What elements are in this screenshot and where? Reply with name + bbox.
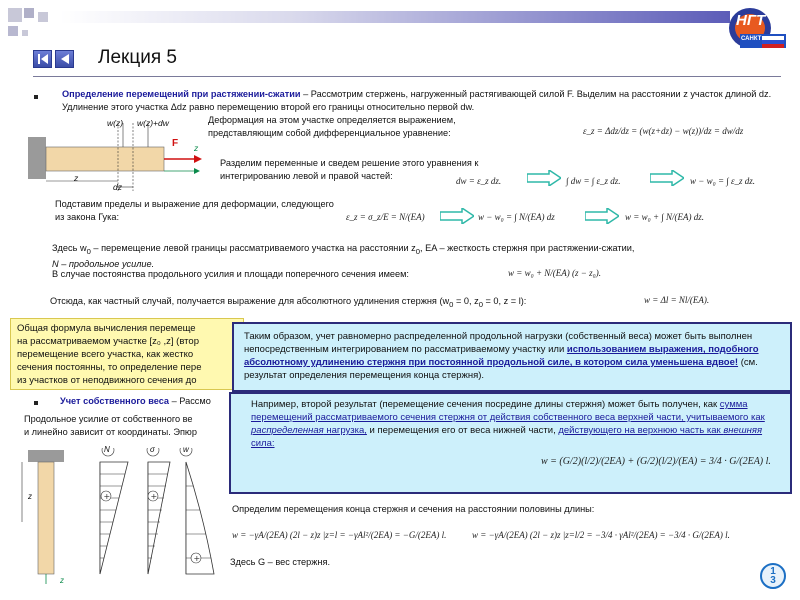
label-z-column-axis: z [60, 576, 64, 585]
blue-box2-text-a: Например, второй результат (перемещение сечения посредине длины стержня) может быть получен, как [251, 399, 720, 410]
decor-square [22, 30, 28, 36]
text-separate: Разделим переменные и сведем решение этого уравнения к интегрированию левой и правой частей: [220, 158, 479, 181]
blue-box2-underline-1b: распределенная [251, 425, 324, 436]
section2-heading-line [60, 395, 240, 408]
eq-integral-result: w − w₀ = ∫ ε_z dz. [690, 176, 756, 186]
decor-square [24, 8, 34, 18]
decor-square [8, 8, 22, 22]
eq-w-final: w = w₀ + ∫ N/(EA) dz. [625, 212, 704, 222]
teal-arrow [650, 170, 684, 186]
text-hence-2: = 0, z [453, 296, 479, 306]
page-number-badge [760, 563, 786, 589]
label-z-column: z [28, 492, 32, 501]
eq-w-integral: w − w₀ = ∫ N/(EA) dz [478, 212, 555, 222]
logo-text-bottom: САНКТ [741, 36, 762, 42]
diagram-label-w: w [183, 445, 189, 454]
blue-note-box-2 [229, 392, 792, 494]
eq-mid-displacement: w = −γA/(2EA) (2l − z)z |z=l/2 = −3/4 · γAl²/(2EA) = −3/4 · G/(2EA) l. [472, 530, 730, 540]
yellow-line-3: перемещение всего участка, как жестко [17, 349, 194, 360]
blue-note-box-1 [232, 322, 792, 392]
diagram-label-sigma: σ [150, 445, 155, 454]
blue-box2-underline-1c: нагрузка, [323, 425, 367, 436]
svg-text:+: + [150, 492, 158, 501]
section2-line2-text: и линейно зависит от координаты. Эпюр [24, 427, 197, 437]
blue-box2-text-b: и перемещения его от веса нижней части, [366, 425, 559, 436]
label-wzdw: w(z)+dw [137, 118, 169, 128]
text-here-1: Здесь w [52, 243, 87, 253]
text-hence: Отсюда, как частный случай, получается выражение для абсолютного удлинения стержня ($w_0 = 0$, $z_0 = 0$, z = l): [50, 296, 527, 309]
section2-heading-tail: – Рассмо [169, 396, 211, 406]
eq-delta-l: w = Δl = Nl/(EA). [644, 295, 710, 305]
label-z: z [74, 173, 79, 183]
skip-back-icon [37, 54, 49, 64]
decor-square [8, 26, 18, 36]
text-hence-3: = 0, z = l): [482, 296, 527, 306]
eq-integral: ∫ dw = ∫ ε_z dz. [566, 176, 621, 186]
blue-box1-text-b: (см. результат определения перемещения конца стержня). [244, 357, 758, 381]
text-define-positions: Определим перемещения конца стержня и сечения на расстоянии половины длины: [232, 504, 595, 514]
svg-text:+: + [193, 554, 201, 563]
blue-box2-underline-2c: сила: [251, 438, 275, 449]
label-force-F: F [172, 138, 179, 149]
blue-box1-highlight: использованием выражения, подобного абсолютному удлинению стержня при постоянной продольной силе, в котором сила уменьшена вдвое! [244, 344, 759, 368]
label-z-axis: z [194, 143, 199, 153]
bullet [34, 401, 38, 405]
label-wz: w(z) [107, 118, 124, 128]
blue-box1-text [244, 330, 780, 382]
blue-box2-underline-1: сумма перемещений рассматриваемого сечения стержня от действия собственного веса верхней части, учитываемого как [251, 399, 765, 423]
svg-text:+: + [103, 492, 111, 501]
weight-diagram-figure [8, 448, 228, 588]
yellow-line-1: Общая формула вычисления перемеще [17, 323, 196, 334]
university-logo [728, 6, 786, 50]
title-divider [33, 76, 781, 77]
slide-title: Лекция 5 [98, 47, 177, 68]
section2-heading: Учет собственного веса [60, 396, 170, 406]
text-limits: Подставим пределы и выражение для деформации, следующего из закона Гука: [55, 199, 334, 222]
text-here-2: – перемещение левой границы рассматриваемого участка на расстоянии z [90, 243, 416, 253]
yellow-line-4: сечения постоянны, то определение пере [17, 362, 202, 373]
prev-slide-button[interactable] [55, 50, 74, 68]
decor-square [38, 12, 48, 22]
text-here: Здесь $w_0$ – перемещение левой границы рассматриваемого участка на расстоянии $z_0$, EA – жесткость стержня при растяжении-сжатии, N – продольное усилие. [52, 243, 635, 270]
section2-line2 [24, 426, 234, 439]
eq-w-const: w = w₀ + N/(EA) (z − z₀). [508, 268, 601, 278]
text-hence-1: Отсюда, как частный случай, получается выражение для абсолютного удлинения стержня (w [50, 296, 450, 306]
yellow-line-5: из участков от неподвижного сечения до [17, 375, 197, 386]
eq-dw: dw = ε_z dz. [456, 176, 502, 186]
text-G: Здесь G – вес стержня. [230, 557, 331, 567]
bullet [34, 95, 38, 99]
eq-hooke: ε_z = σ_z/E = N/(EA) [346, 212, 425, 222]
section2-line1: Продольное усилие от собственного ве [24, 414, 193, 424]
label-dz: dz [113, 182, 122, 192]
section1-intro [62, 88, 782, 113]
teal-arrow [440, 208, 474, 224]
header-gradient-bar [60, 11, 730, 23]
eq-epsilon: ε_z = Δdz/dz = (w(z+dz) − w(z))/dz = dw/dz [583, 126, 744, 136]
eq-end-displacement: w = −γA/(2EA) (2l − z)z |z=l = −γAl²/(2EA) = −G/(2EA) l. [232, 530, 447, 540]
teal-arrow [585, 208, 619, 224]
section1-heading: Определение перемещений при растяжении-сжатии [62, 89, 301, 99]
text-here-3: , EA – жесткость стержня при растяжении-сжатии, [420, 243, 635, 253]
section1-intro-text: – Рассмотрим стержень, нагруженный растягивающей силой F. Выделим на расстоянии z участок длиной dz. Удлинение этого участка Δdz равно перемещению второй его границы относительно первой dw. [62, 89, 772, 112]
text-const: В случае постоянства продольного усилия и площади поперечного сечения имеем: [52, 269, 409, 279]
page-number-line1: 1 [770, 566, 776, 577]
first-slide-button[interactable] [33, 50, 52, 68]
yellow-note-box [10, 318, 244, 390]
text-deformation: Деформация на этом участке определяется выражением, представляющим собой дифференциальное уравнение: [208, 115, 456, 138]
page-number-line2: 3 [770, 575, 776, 586]
blue-box1-text-a: Таким образом, учет равномерно распределенной продольной нагрузки (собственный веса) может быть выполнен непосредственным интегрированием по рассматриваемому участку или [244, 331, 753, 355]
blue-box2-underline-2b: внешняя [723, 425, 763, 436]
logo-text-top: НГТ [736, 12, 766, 29]
diagram-label-N: N [104, 445, 110, 454]
text-here-4: N – продольное усилие. [52, 259, 155, 270]
arrow-left-icon [59, 54, 71, 64]
eq-midpoint: w = (G/2)(l/2)/(2EA) + (G/2)(l/2)/(EA) = 3/4 · G/(2EA) l. [541, 456, 771, 467]
blue-box2-underline-2: действующего на верхнюю часть как [558, 425, 724, 436]
yellow-line-2: на рассматриваемом участке [z₀ ,z] (втор [17, 336, 199, 347]
teal-arrow [527, 170, 561, 186]
blue-box2-text [251, 398, 770, 450]
